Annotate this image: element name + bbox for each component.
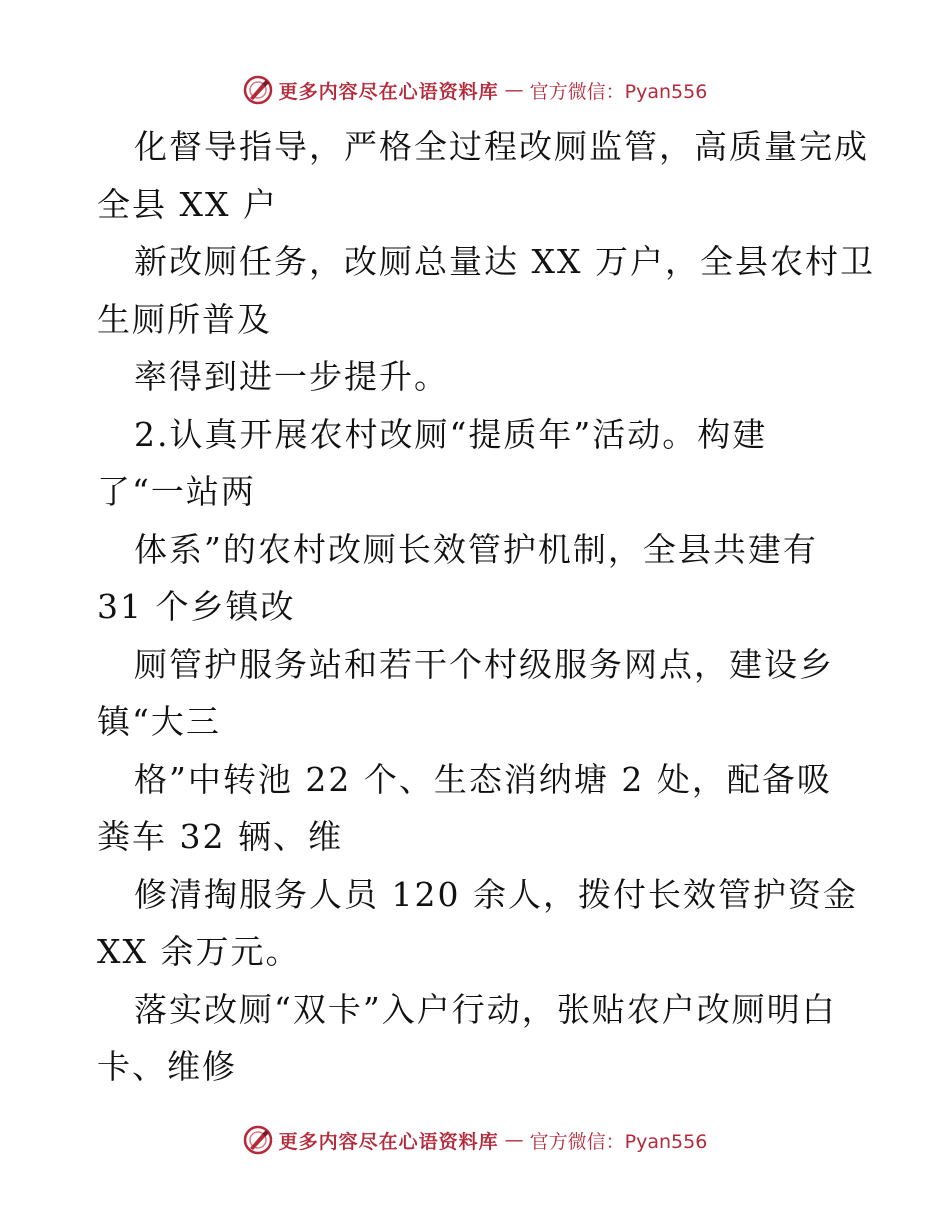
document-body bbox=[97, 118, 877, 1096]
text-line-12: 格”中转池 22 个、生态消纳塘 2 处，配备吸 bbox=[134, 759, 832, 799]
footer-brand-text: 更多内容尽在心语资料库 bbox=[278, 1130, 499, 1153]
text-line-2: 全县 XX 户 bbox=[97, 184, 278, 224]
footer-contact-text: 官方微信：Pyan556 bbox=[529, 1130, 708, 1153]
footer-banner bbox=[0, 1120, 950, 1160]
header-brand-text: 更多内容尽在心语资料库 bbox=[278, 80, 499, 103]
text-line-5: 率得到进一步提升。 bbox=[134, 357, 449, 396]
text-line-16: 落实改厕“双卡”入户行动，张贴农户改厕明白 bbox=[134, 989, 837, 1029]
pen-logo-icon bbox=[243, 1125, 273, 1155]
text-line-14: 修清掏服务人员 120 余人，拨付长效管护资金 bbox=[134, 874, 858, 914]
text-line-8: 体系”的农村改厕长效管护机制，全县共建有 bbox=[134, 529, 818, 569]
text-line-11: 镇“大三 bbox=[97, 702, 221, 741]
footer-separator: — bbox=[504, 1129, 524, 1151]
header-separator: — bbox=[504, 79, 524, 101]
text-line-17: 卡、维修 bbox=[97, 1047, 237, 1086]
text-line-3: 新改厕任务，改厕总量达 XX 万户，全县农村卫 bbox=[134, 242, 875, 281]
text-line-9: 31 个乡镇改 bbox=[97, 587, 296, 626]
text-line-13: 粪车 32 辆、维 bbox=[97, 817, 343, 856]
text-line-7: 了“一站两 bbox=[97, 472, 256, 511]
pen-logo-icon bbox=[243, 75, 273, 105]
header-banner bbox=[0, 70, 950, 110]
header-contact-text: 官方微信：Pyan556 bbox=[529, 80, 708, 103]
text-line-10: 厕管护服务站和若干个村级服务网点，建设乡 bbox=[134, 644, 834, 684]
text-line-6: 2.认真开展农村改厕“提质年”活动。构建 bbox=[134, 414, 768, 454]
text-line-1: 化督导指导，严格全过程改厕监管，高质量完成 bbox=[134, 127, 869, 166]
text-line-4: 生厕所普及 bbox=[97, 299, 272, 339]
text-line-15: XX 余万元。 bbox=[97, 932, 301, 971]
